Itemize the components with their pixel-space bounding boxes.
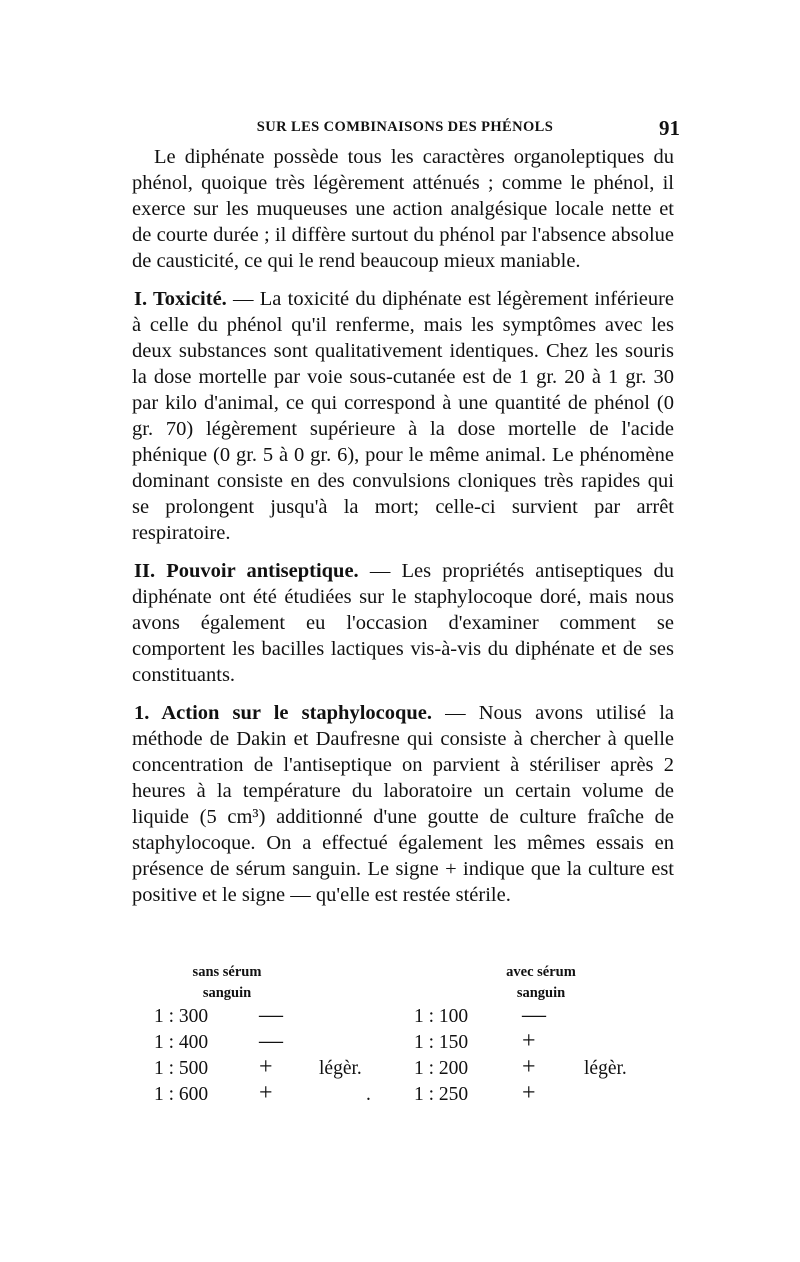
table-row	[144, 1054, 664, 1083]
right-dilution: 1 : 100	[414, 1006, 469, 1027]
paragraph-text: — Nous avons utilisé la méthode de Dakin et Daufresne qui consiste à chercher à quelle concentration de l'antiseptique on parvient à stériliser après 2 heures à la température du laboratoire un certain volume de liquide (5 cm³) additionné d'une goutte de culture fraîche de staphylocoque. On a effectué également les mêmes essais en présence de sérum sanguin. Le signe + indique que la culture est positive et le signe — qu'elle est restée stérile.	[132, 702, 675, 906]
paragraph-pouvoir-antiseptique	[132, 558, 674, 688]
right-result: +	[522, 1028, 536, 1054]
paragraph-text: — Les propriétés antiseptiques du diphénate ont été étudiées sur le staphylocoque doré, mais nous avons également eu l'occasion d'examiner comment se comportent les bacilles lactiques vis-à-vis du diphénate et de ses constituants.	[132, 560, 674, 686]
paragraph-text: Le diphénate possède tous les caractères organoleptiques du phénol, quoique très légèrement atténués ; comme le phénol, il exerce sur les muqueuses une action analgésique locale nette et de courte durée ; il diffère surtout du phénol par l'absence absolue de causticité, ce qui le rend beaucoup mieux maniable.	[132, 146, 674, 272]
left-dilution: 1 : 500	[154, 1058, 209, 1079]
right-result: —	[522, 1002, 546, 1028]
right-column-header	[476, 962, 606, 1004]
left-result: —	[259, 1002, 283, 1028]
results-table	[144, 962, 664, 1112]
right-header-line: sanguin	[516, 985, 566, 1001]
section-heading-staphylocoque: 1. Action sur le staphylocoque.	[134, 702, 433, 724]
right-note: légèr.	[584, 1058, 627, 1079]
table-row	[144, 1002, 664, 1031]
running-title: SUR LES COMBINAISONS DES PHÉNOLS	[256, 119, 554, 135]
paragraph-intro	[132, 144, 674, 274]
table-row	[144, 1080, 664, 1109]
paragraph-text: — La toxicité du diphénate est légèrement inférieure à celle du phénol qu'il renferme, mais les symptômes avec les deux substances sont qualitativement identiques. Chez les souris la dose mortelle par voie sous-cutanée est de 1 gr. 20 à 1 gr. 30 par kilo d'animal, ce qui correspond à une quantité de phénol (0 gr. 70) légèrement supérieure à la dose mortelle de l'acide phénique (0 gr. 5 à 0 gr. 6), pour le même animal. Le phénomène dominant consiste en des convulsions cloniques très rapides qui se prolongent jusqu'à la mort; celle-ci survient par arrêt respiratoire.	[132, 288, 674, 544]
section-heading-pouvoir-antiseptique: II. Pouvoir antiseptique.	[134, 560, 359, 582]
left-note: .	[366, 1084, 371, 1105]
body-text	[132, 144, 674, 908]
left-column-header	[162, 962, 292, 1004]
left-dilution: 1 : 600	[154, 1084, 209, 1105]
left-dilution: 1 : 400	[154, 1032, 209, 1053]
left-result: +	[259, 1080, 273, 1106]
paragraph-staphylocoque	[132, 700, 674, 908]
section-heading-toxicite: I. Toxicité.	[134, 288, 227, 310]
left-header-line: sans sérum	[192, 964, 262, 980]
table-row	[144, 1028, 664, 1057]
paragraph-toxicite	[132, 286, 674, 546]
page-number: 91	[659, 116, 680, 140]
left-note: légèr.	[319, 1058, 362, 1079]
left-result: +	[259, 1054, 273, 1080]
left-dilution: 1 : 300	[154, 1006, 209, 1027]
right-result: +	[522, 1080, 536, 1106]
right-dilution: 1 : 200	[414, 1058, 469, 1079]
left-result: —	[259, 1028, 283, 1054]
page-header	[130, 116, 680, 140]
right-dilution: 1 : 150	[414, 1032, 469, 1053]
left-header-line: sanguin	[202, 985, 252, 1001]
right-result: +	[522, 1054, 536, 1080]
right-dilution: 1 : 250	[414, 1084, 469, 1105]
right-header-line: avec sérum	[506, 964, 576, 980]
